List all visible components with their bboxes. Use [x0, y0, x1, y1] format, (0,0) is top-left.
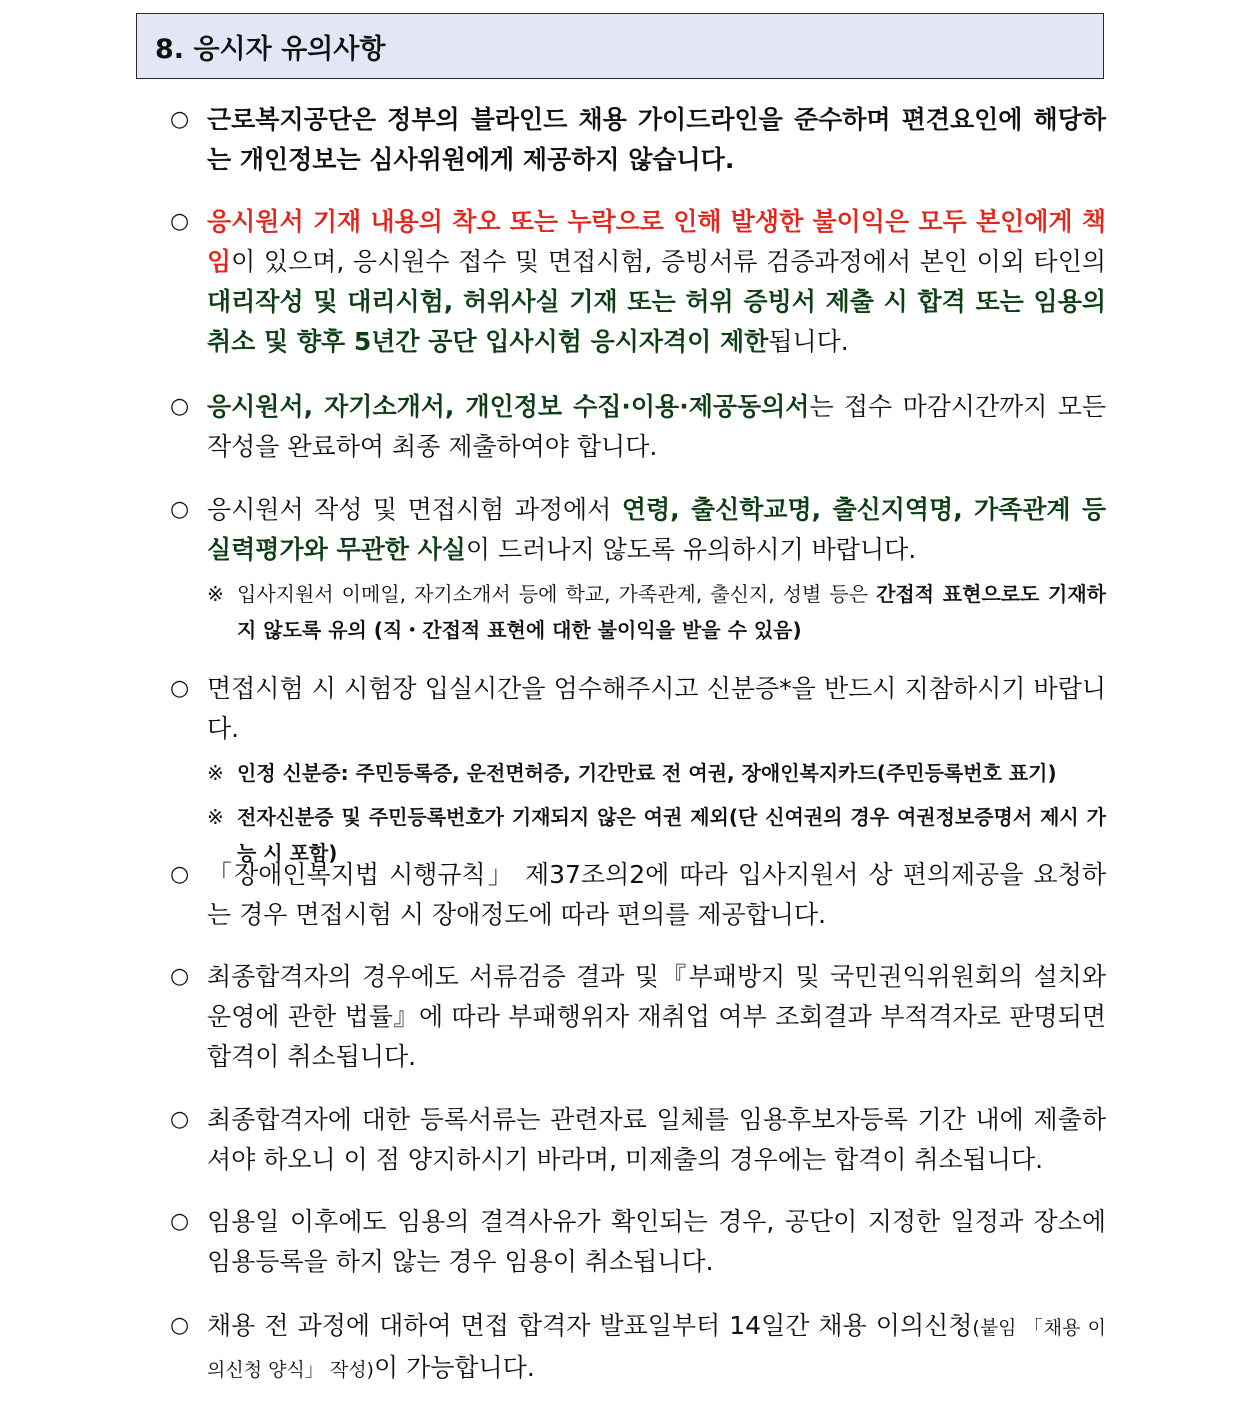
note-text-part: 입사지원서 이메일, 자기소개서 등에 학교, 가족관계, 출신지, 성별 등은 — [237, 582, 877, 606]
note-reference-mark: ※ — [207, 805, 224, 829]
bullet-circle-icon: ○ — [170, 964, 190, 989]
notice-item-personal-info — [170, 490, 1106, 648]
notice-text: 최종합격자의 경우에도 서류검증 결과 및『부패방지 및 국민권익위원회의 설치와 운영에 관한 법률』에 따라 부패행위자 재취업 여부 조회결과 부적격자로 판명되면 합격이 취소됩니다. — [207, 962, 1106, 1071]
notice-text-part: 채용 전 과정에 대하여 면접 합격자 발표일부터 14일간 채용 이의신청 — [207, 1311, 973, 1340]
notice-highlight-red: 응시원서 기재 내용의 착오 또는 누락으로 인해 발생한 불이익은 모두 본인에게 책임 — [207, 207, 1106, 276]
bullet-circle-icon: ○ — [170, 1107, 190, 1132]
section-title — [136, 13, 1104, 79]
note-text-bold: 간접적 표현으로도 기재하지 않도록 유의 (직・간접적 표현에 대한 불이익을 받을 수 있음) — [237, 582, 1106, 642]
bullet-circle-icon: ○ — [170, 862, 190, 887]
notice-item-appointment-cancel — [170, 1202, 1106, 1282]
bullet-circle-icon: ○ — [170, 107, 190, 132]
note-reference-mark: ※ — [207, 761, 224, 785]
notice-text: 임용일 이후에도 임용의 결격사유가 확인되는 경우, 공단이 지정한 일정과 장소에 임용등록을 하지 않는 경우 임용이 취소됩니다. — [207, 1207, 1106, 1276]
notice-item-document-verification — [170, 957, 1106, 1077]
notice-item-row — [170, 490, 1106, 570]
notice-text — [207, 1306, 1106, 1390]
note-indirect-expression — [207, 576, 1106, 648]
notice-text-small: (붙임 「채용 이의신청 양식」 작성) — [207, 1317, 1107, 1381]
bullet-circle-icon: ○ — [170, 1209, 190, 1234]
notice-item-registration-documents — [170, 1100, 1106, 1180]
notice-text — [207, 202, 1106, 362]
bullet-circle-icon: ○ — [170, 209, 190, 234]
notice-text-part: 됩니다. — [768, 327, 849, 356]
bullet-circle-icon: ○ — [170, 394, 190, 419]
notice-item-row — [170, 669, 1106, 749]
notice-text — [207, 387, 1106, 467]
section-title-text: 8. 응시자 유의사항 — [155, 33, 386, 65]
notice-item-id-card — [170, 669, 1106, 871]
note-text: 인정 신분증: 주민등록증, 운전면허증, 기간만료 전 여권, 장애인복지카드(주민등록번호 표기) — [237, 761, 1057, 785]
notice-text-part: 이 있으며, 응시원수 접수 및 면접시험, 증빙서류 검증과정에서 본인 이외 타인의 — [231, 247, 1106, 276]
notice-highlight-bold: 대리작성 및 대리시험, 허위사실 기재 또는 허위 증빙서 제출 시 합격 또는 임용의 취소 및 향후 5년간 공단 입사시험 응시자격이 제한 — [207, 287, 1106, 356]
notice-item-blind-hiring — [170, 100, 1106, 180]
bullet-circle-icon: ○ — [170, 676, 190, 701]
notice-highlight-bold: 연령, 출신학교명, 출신지역명, 가족관계 등 실력평가와 무관한 사실 — [207, 495, 1106, 564]
notice-text: 최종합격자에 대한 등록서류는 관련자료 일체를 임용후보자등록 기간 내에 제출하셔야 하오니 이 점 양지하시기 바라며, 미제출의 경우에는 합격이 취소됩니다. — [207, 1105, 1106, 1174]
notice-text — [207, 490, 1106, 570]
notice-text: 「장애인복지법 시행규칙」 제37조의2에 따라 입사지원서 상 편의제공을 요청하는 경우 면접시험 시 장애정도에 따라 편의를 제공합니다. — [207, 860, 1106, 929]
notice-item-disability-accommodation — [170, 855, 1106, 935]
notice-text: 면접시험 시 시험장 입실시간을 엄수해주시고 신분증*을 반드시 지참하시기 바랍니다. — [207, 674, 1106, 743]
notice-item-objection — [170, 1306, 1106, 1390]
notice-text: 근로복지공단은 정부의 블라인드 채용 가이드라인을 준수하며 편견요인에 해당하는 개인정보는 심사위원에게 제공하지 않습니다. — [207, 105, 1106, 174]
bullet-circle-icon: ○ — [170, 1313, 190, 1338]
notice-item-submission-deadline — [170, 387, 1106, 467]
notice-text-part: 응시원서 작성 및 면접시험 과정에서 — [207, 495, 622, 524]
notice-highlight-bold: 응시원서, 자기소개서, 개인정보 수집·이용·제공동의서 — [207, 392, 810, 421]
note-accepted-id — [207, 755, 1106, 791]
note-text — [237, 576, 1106, 648]
notice-text-part: 이 가능합니다. — [373, 1353, 535, 1382]
note-reference-mark: ※ — [207, 582, 224, 606]
notice-text-part: 는 접수 마감시간까지 모든 작성을 완료하여 최종 제출하여야 합니다. — [207, 392, 1106, 461]
bullet-circle-icon: ○ — [170, 497, 190, 522]
notice-text-part: 이 드러나지 않도록 유의하시기 바랍니다. — [465, 535, 917, 564]
note-text: 전자신분증 및 주민등록번호가 기재되지 않은 여권 제외(단 신여권의 경우 여권정보증명서 제시 가능 시 포함) — [237, 805, 1106, 865]
notice-item-application-errors — [170, 202, 1106, 362]
